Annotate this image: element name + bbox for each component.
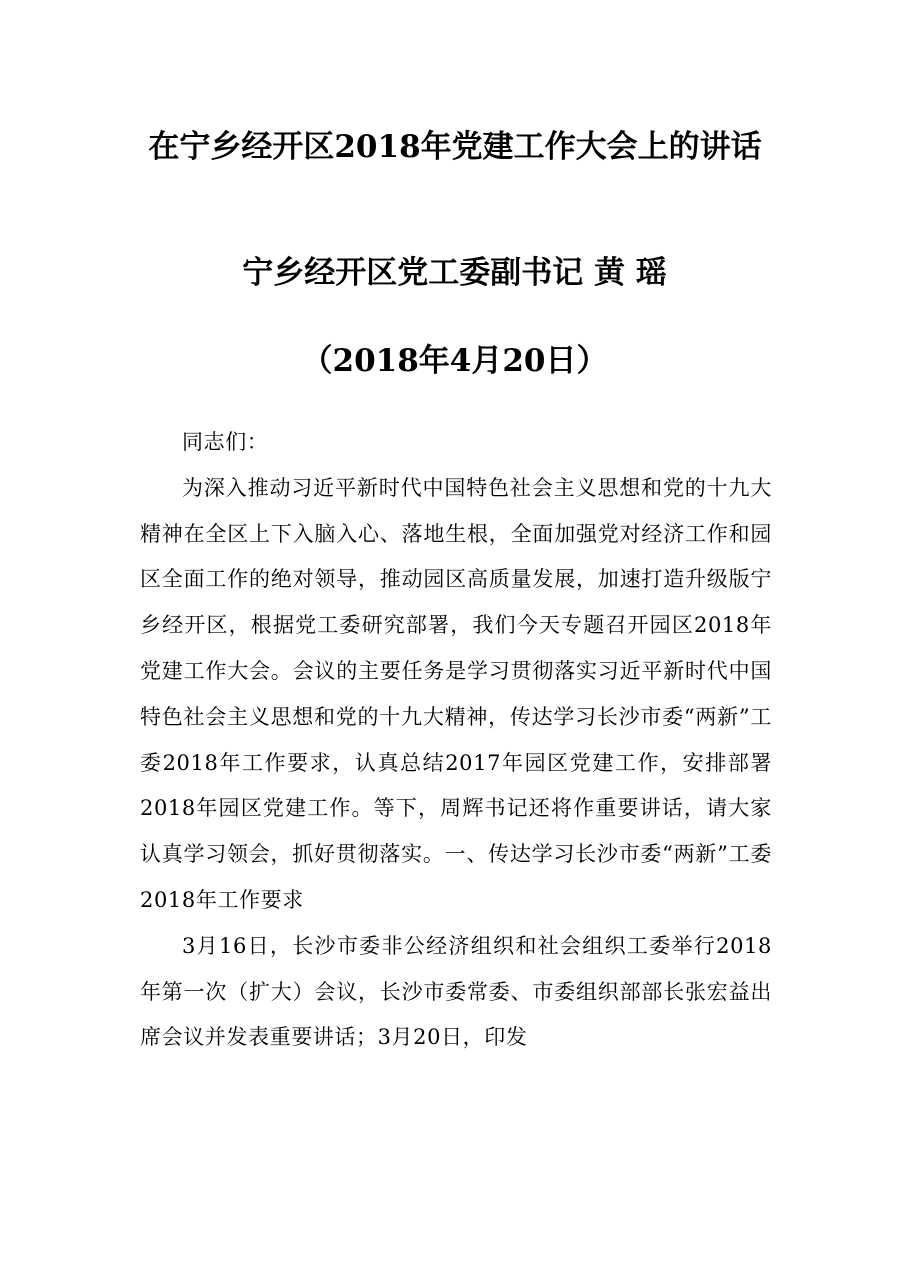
document-body [140,420,772,1061]
document-title: 在宁乡经开区2018年党建工作大会上的讲话 [148,129,762,165]
body-paragraph: 3月16日，长沙市委非公经济组织和社会组织工委举行2018年第一次（扩大）会议，长沙市委常委、市委组织部部长张宏益出席会议并发表重要讲话；3月20日，印发 [140,933,772,1050]
body-paragraph: 为深入推动习近平新时代中国特色社会主义思想和党的十九大精神在全区上下入脑入心、落地生根，全面加强党对经济工作和园区全面工作的绝对领导，推动园区高质量发展，加速打造升级版宁乡经开区，根据党工委研究部署，我们今天专题召开园区2018年党建工作大会。会议的主要任务是学习贯彻落实习近平新时代中国特色社会主义思想和党的十九大精神，传达学习长沙市委“两新”工委2018年工作要求，认真总结2017年园区党建工作，安排部署2018年园区党建工作。等下，周辉书记还将作重要讲话，请大家认真学习领会，抓好贯彻落实。一、传达学习长沙市委“两新”工委2018年工作要求 [140,475,772,912]
salutation: 同志们： [182,430,269,454]
author-line: 宁乡经开区党工委副书记 黄 瑶 [242,255,667,291]
date-line: （2018年4月20日） [301,343,608,379]
